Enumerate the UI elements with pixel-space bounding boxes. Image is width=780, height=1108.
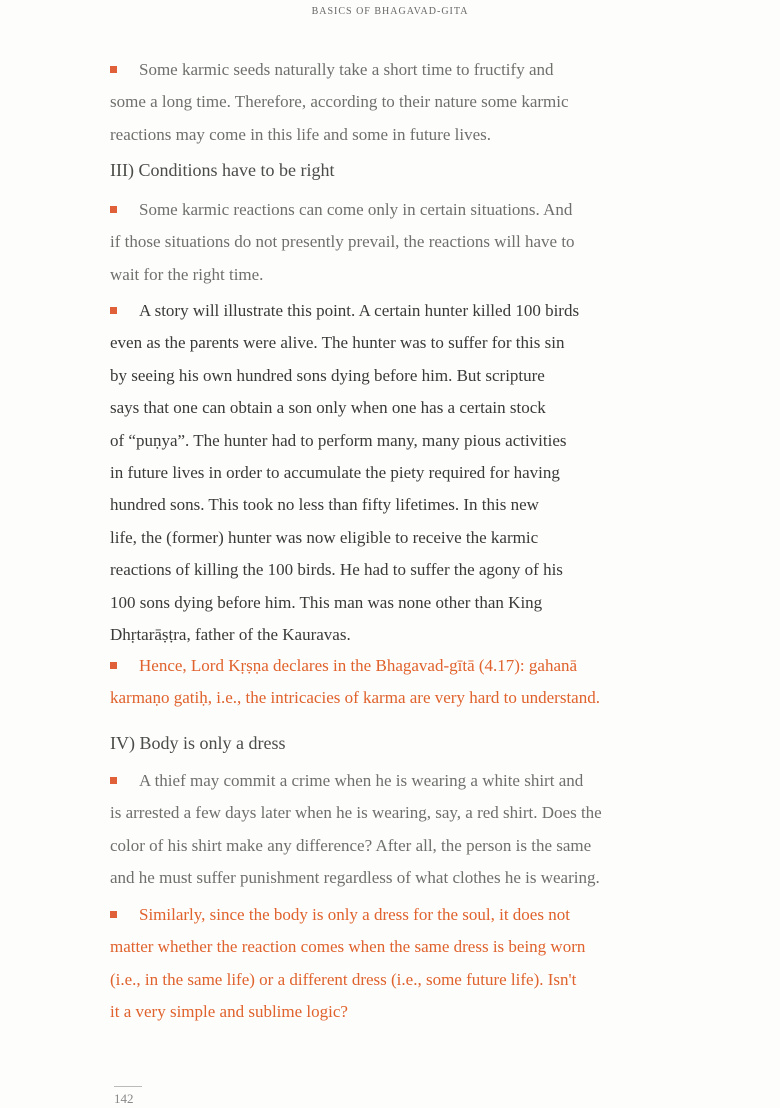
- text-line: [110, 650, 690, 682]
- text-line: [110, 259, 690, 291]
- text-line: [110, 327, 690, 359]
- bullet-icon: [110, 911, 117, 918]
- text-line: [110, 964, 690, 996]
- text-line: [110, 194, 690, 226]
- line-text: A thief may commit a crime when he is wearing a white shirt and: [139, 771, 584, 790]
- text-line: [110, 587, 690, 619]
- line-text: A story will illustrate this point. A certain hunter killed 100 birds: [139, 301, 580, 320]
- line-text: wait for the right time.: [110, 264, 264, 284]
- line-text: Dhṛtarāṣṭra, father of the Kauravas.: [110, 624, 351, 644]
- bullet-icon: [110, 777, 117, 784]
- line-text: Similarly, since the body is only a dress for the soul, it does not: [139, 905, 570, 924]
- text-line: [110, 522, 690, 554]
- paragraph-2: [110, 194, 690, 291]
- text-line: [110, 392, 690, 424]
- line-text: if those situations do not presently prevail, the reactions will have to: [110, 232, 575, 252]
- text-line: [110, 931, 690, 963]
- text-line: [110, 457, 690, 489]
- line-text: hundred sons. This took no less than fifty lifetimes. In this new: [110, 495, 539, 515]
- line-text: color of his shirt make any difference? After all, the person is the same: [110, 835, 592, 855]
- line-text: 100 sons dying before him. This man was none other than King: [110, 592, 543, 612]
- text-line: [110, 797, 690, 829]
- line-text: it a very simple and sublime logic?: [110, 1002, 348, 1022]
- line-text: matter whether the reaction comes when the same dress is being worn: [110, 937, 586, 957]
- paragraph-thief: [110, 765, 690, 895]
- line-text: (i.e., in the same life) or a different dress (i.e., some future life). Isn't: [110, 969, 577, 989]
- paragraph-story: [110, 295, 690, 651]
- line-text: reactions may come in this life and some in future lives.: [110, 124, 491, 144]
- text-line: [110, 119, 690, 151]
- text-line: [110, 899, 690, 931]
- paragraph-1: [110, 54, 690, 151]
- text-line: [110, 619, 690, 651]
- text-line: [110, 360, 690, 392]
- line-text: in future lives in order to accumulate the piety required for having: [110, 462, 560, 482]
- bullet-icon: [110, 662, 117, 669]
- paragraph-quote: [110, 650, 690, 715]
- line-text: some a long time. Therefore, according to their nature some karmic: [110, 92, 569, 112]
- text-line: [110, 554, 690, 586]
- running-header: BASICS OF BHAGAVAD-GITA: [311, 6, 469, 17]
- line-text: is arrested a few days later when he is wearing, say, a red shirt. Does the: [110, 803, 602, 823]
- bullet-icon: [110, 206, 117, 213]
- line-text: life, the (former) hunter was now eligible to receive the karmic: [110, 527, 539, 547]
- line-text: by seeing his own hundred sons dying before him. But scripture: [110, 365, 545, 385]
- line-text: says that one can obtain a son only when one has a certain stock: [110, 398, 546, 418]
- text-line: [110, 226, 690, 258]
- section-heading-4: IV) Body is only a dress: [110, 733, 286, 753]
- line-text: Some karmic seeds naturally take a short time to fructify and: [139, 60, 554, 79]
- line-text: Some karmic reactions can come only in certain situations. And: [139, 200, 573, 219]
- bullet-icon: [110, 307, 117, 314]
- bullet-icon: [110, 66, 117, 73]
- line-text: Hence, Lord Kṛṣṇa declares in the Bhagavad-gītā (4.17): gahanā: [139, 656, 578, 675]
- text-line: [110, 830, 690, 862]
- section-heading-3: III) Conditions have to be right: [110, 160, 335, 180]
- text-line: [110, 996, 690, 1028]
- line-text: of “puṇya”. The hunter had to perform many, many pious activities: [110, 430, 567, 450]
- text-line: [110, 54, 690, 86]
- line-text: even as the parents were alive. The hunter was to suffer for this sin: [110, 333, 565, 353]
- line-text: and he must suffer punishment regardless of what clothes he is wearing.: [110, 868, 600, 888]
- text-line: [110, 295, 690, 327]
- paragraph-conclusion: [110, 899, 690, 1029]
- text-line: [110, 425, 690, 457]
- line-text: reactions of killing the 100 birds. He had to suffer the agony of his: [110, 560, 563, 580]
- page-number: 142: [114, 1086, 142, 1107]
- text-line: [110, 765, 690, 797]
- text-line: [110, 682, 690, 714]
- line-text: karmaṇo gatiḥ, i.e., the intricacies of karma are very hard to understand.: [110, 688, 600, 708]
- text-line: [110, 86, 690, 118]
- text-line: [110, 862, 690, 894]
- text-line: [110, 489, 690, 521]
